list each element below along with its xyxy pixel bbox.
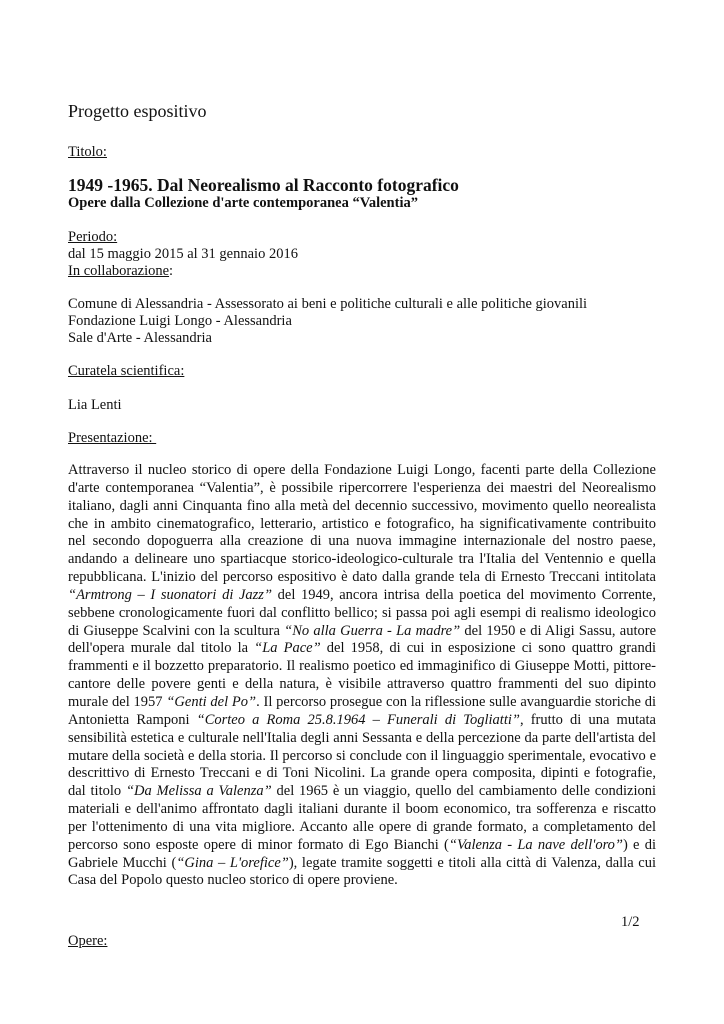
- artwork-title: “Armtrong – I suonatori di Jazz”: [68, 586, 273, 603]
- artwork-title: “Da Melissa a Valenza”: [125, 783, 272, 800]
- artwork-title: “Corteo a Roma 25.8.1964 – Funerali di Togliatti”: [196, 711, 520, 728]
- text-run: ), legate tramite soggetti e titoli alla città di Valenza, dalla cui Casa del Popolo questo nucleo storico di opere proviene.: [68, 854, 656, 889]
- text-run: del 1965 è un viaggio, quello del cambiamento delle condizioni materiali e dell'animo affrontato dagli italiani durante il boom economico, tra sofferenza e riscatto per l'ottenimento di una vita migliore. Accanto alle opere di grande formato, a completamento del percorso sono esposte opere di minor formato di Ego Bianchi (: [68, 783, 656, 853]
- exhibition-title: 1949 -1965. Dal Neorealismo al Racconto fotografico: [68, 175, 459, 195]
- text-run: del 1950 e di Aligi Sassu, autore dell'opera murale dal titolo la: [68, 622, 657, 657]
- artwork-title: “Valenza - La nave dell'oro”: [448, 836, 623, 853]
- periodo-value: dal 15 maggio 2015 al 31 gennaio 2016: [68, 246, 298, 262]
- text-run: . Il percorso prosegue con la riflessione sulle avanguardie storiche di Antonietta Ramponi: [68, 693, 656, 728]
- document-title: Progetto espositivo: [68, 101, 207, 121]
- collaborazione-item: Fondazione Luigi Longo - Alessandria: [68, 313, 292, 329]
- exhibition-subtitle: Opere dalla Collezione d'arte contemporanea “Valentia”: [68, 195, 418, 211]
- collaborazione-label: In collaborazione: [68, 263, 170, 279]
- titolo-label: Titolo:: [68, 144, 107, 160]
- collaborazione-heading: [68, 263, 173, 280]
- text-run: del 1949, ancora intrisa della poetica del movimento Corrente, sebbene cronologicamente fuori dal conflitto bellico; si passa poi agli esempi di realismo ideologico di Giuseppe Scalvini con la scultura: [68, 586, 656, 639]
- collaborazione-colon: :: [169, 263, 174, 279]
- periodo-label: Periodo:: [68, 229, 118, 245]
- artwork-title: “No alla Guerra - La madre”: [284, 622, 461, 639]
- collaborazione-item: Comune di Alessandria - Assessorato ai beni e politiche culturali e alle politiche giovanili: [68, 296, 588, 312]
- curatela-value: Lia Lenti: [68, 397, 122, 413]
- page-number: 1/2: [621, 914, 640, 930]
- artwork-title: “Gina – L'orefice”: [176, 854, 289, 871]
- text-run: , frutto di una mutata sensibilità estetica e culturale nell'Italia degli anni Sessanta e della percezione da parte dell'artista del mutare della società e della storia. Il percorso si conclude con il linguaggio sperimentale, evocativo e descrittivo di Ernesto Treccani e di Toni Nicolini. La grande opera composita, dipinti e fotografie, dal titolo: [68, 711, 656, 800]
- text-run: del 1958, di cui in esposizione ci sono quattro grandi frammenti e il bozzetto preparatorio. Il realismo poetico ed immaginifico di Giuseppe Motti, pittore-cantore delle povere genti e della natura, è visibile attraverso quattro frammenti del suo dipinto murale del 1957: [68, 640, 657, 710]
- collaborazione-item: Sale d'Arte - Alessandria: [68, 330, 212, 346]
- artwork-title: “Genti del Po”: [166, 693, 257, 710]
- text-run: Attraverso il nucleo storico di opere della Fondazione Luigi Longo, facenti parte della Collezione d'arte contemporanea “Valentia”, è possibile ripercorrere l'esperienza dei maestri del Neorealismo italiano, dagli anni Cinquanta fino alla metà del decennio successivo, movimento quello neorealista che in ambito cinematografico, letterario, artistico e fotografico, ha significativamente contribuito nel secondo dopoguerra alla creazione di una nuova immagine internazionale del nostro paese, andando a delineare uno spartiacque storico-ideologico-culturale tra l'Italia del Ventennio e quella repubblicana. L'inizio del percorso espositivo è dato dalla grande tela di Ernesto Treccani intitolata: [68, 462, 656, 586]
- curatela-label: Curatela scientifica:: [68, 363, 185, 379]
- opere-label: Opere:: [68, 933, 108, 949]
- text-run: ) e di Gabriele Mucchi (: [68, 836, 656, 871]
- presentazione-paragraph: [68, 462, 656, 890]
- artwork-title: “La Pace”: [254, 640, 321, 657]
- presentazione-label: Presentazione:: [68, 430, 157, 446]
